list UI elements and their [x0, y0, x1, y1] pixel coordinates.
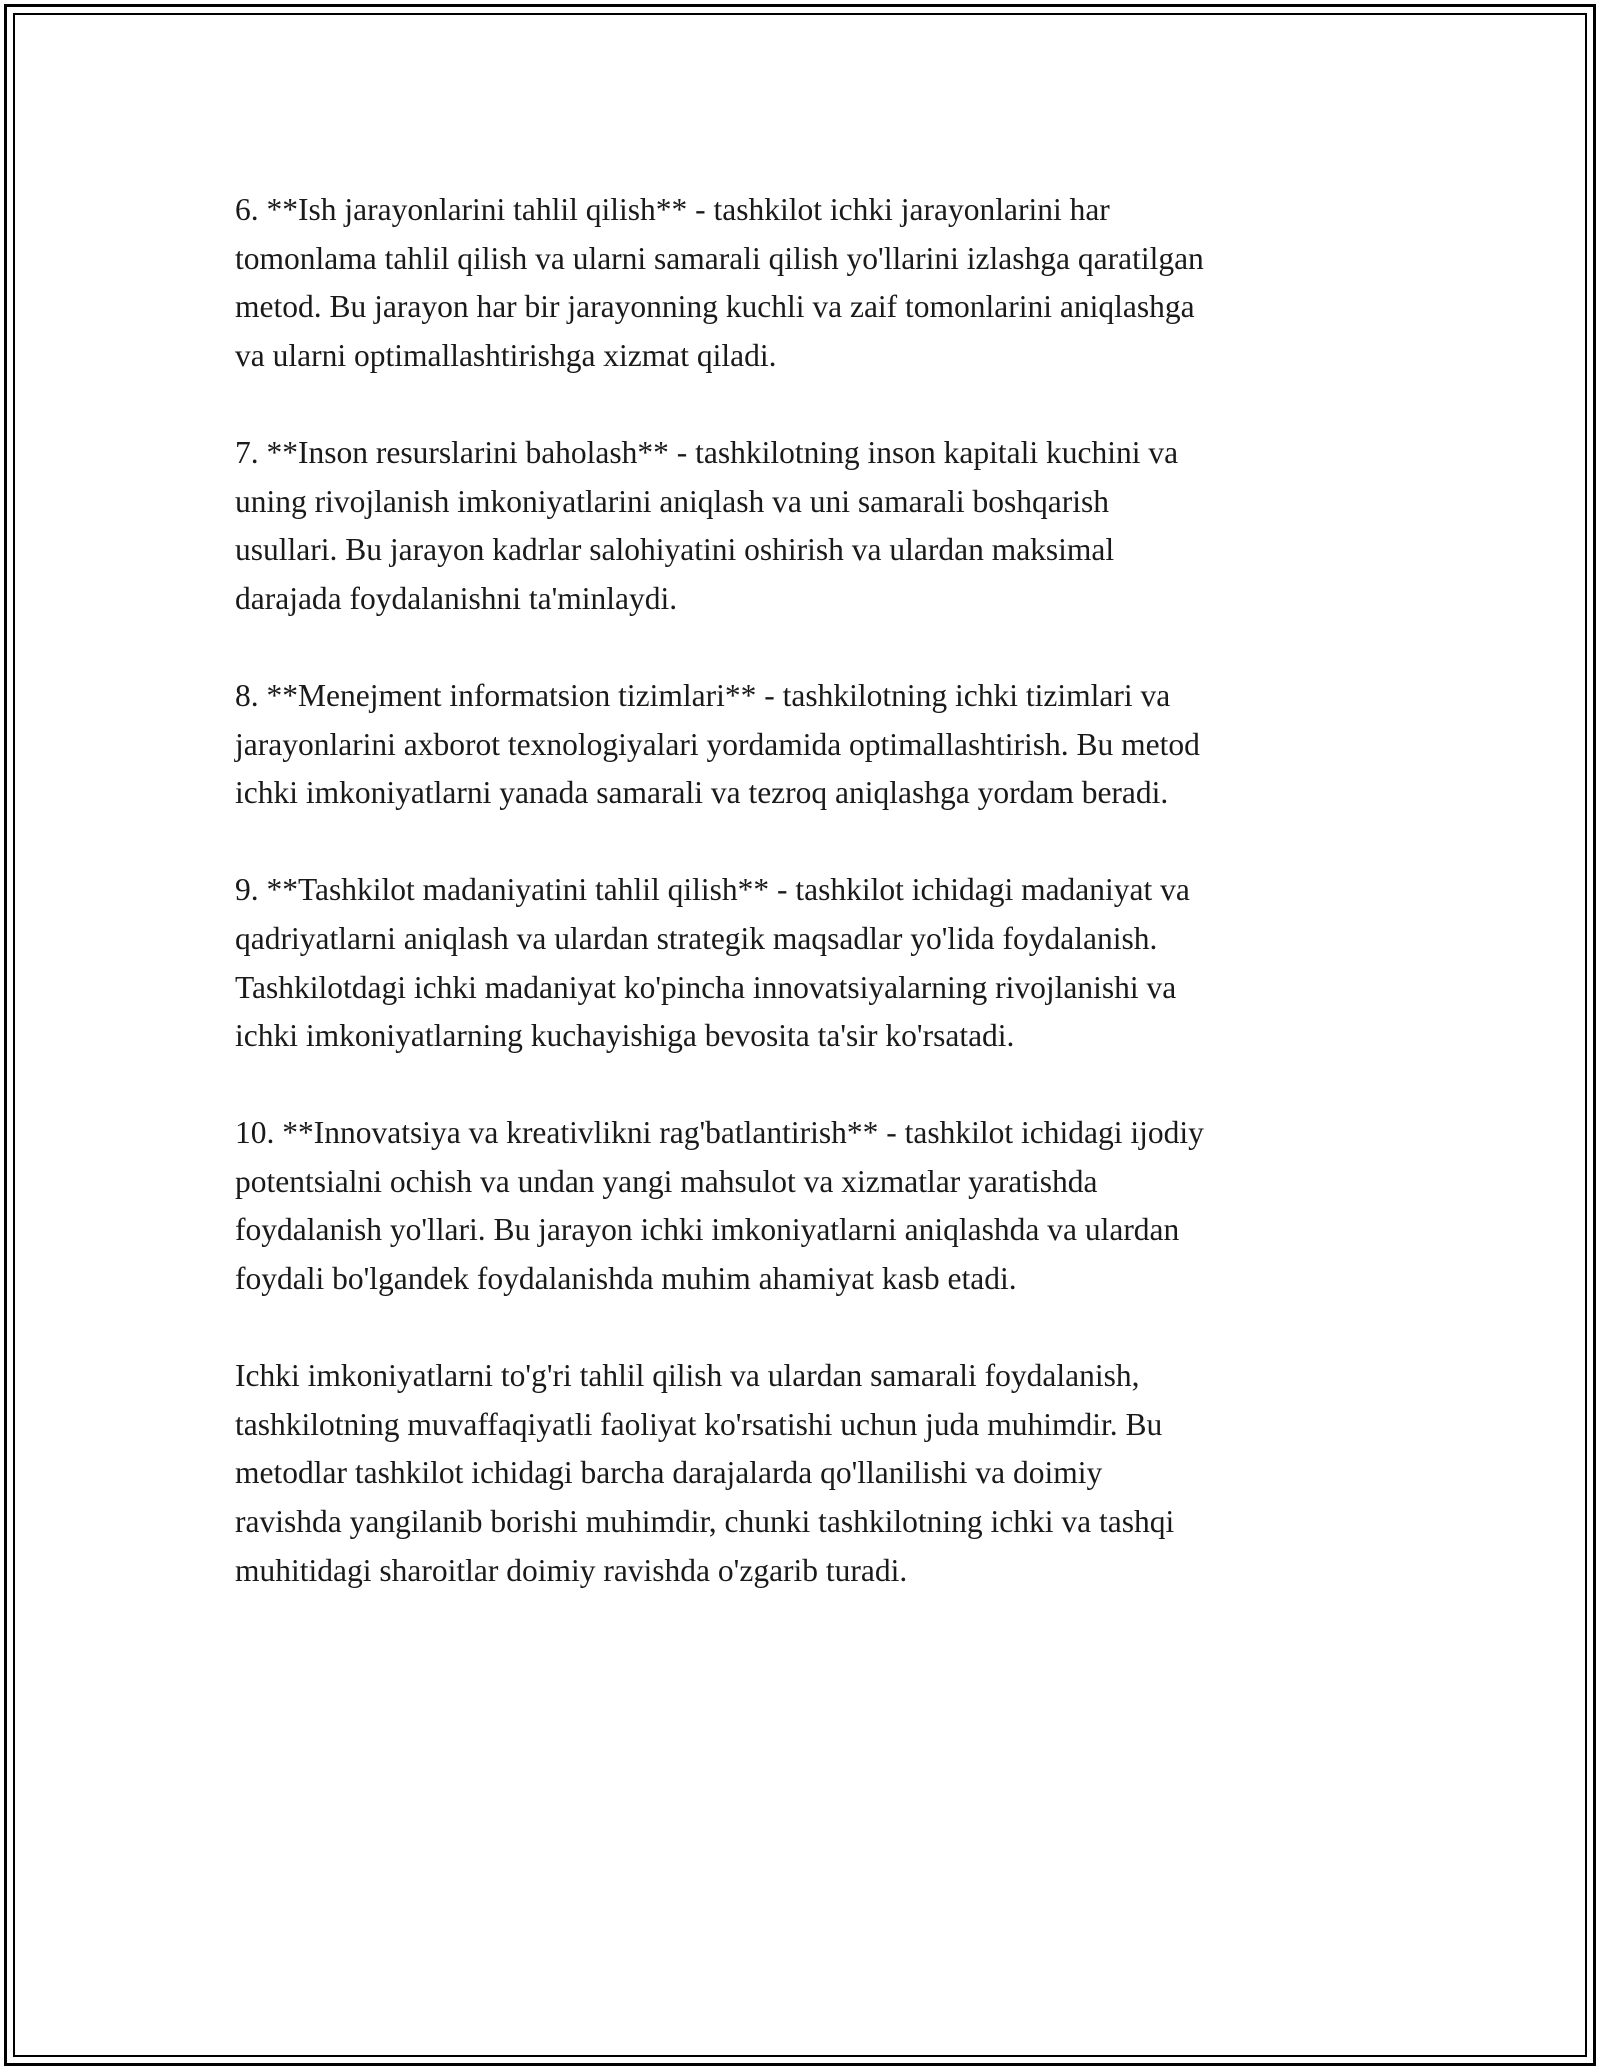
paragraph-line: uning rivojlanish imkoniyatlarini aniqlash va uni samarali boshqarish: [235, 483, 1109, 519]
paragraph-line: metodlar tashkilot ichidagi barcha darajalarda qo'llanilishi va doimiy: [235, 1455, 1103, 1491]
paragraph-line: qadriyatlarni aniqlash va ulardan strategik maqsadlar yo'lida foydalanish.: [235, 920, 1158, 956]
paragraph-line: metod. Bu jarayon har bir jarayonning kuchli va zaif tomonlarini aniqlashga: [235, 289, 1195, 325]
paragraph-line: va ularni optimallashtirishga xizmat qiladi.: [235, 337, 777, 373]
paragraph-line: jarayonlarini axborot texnologiyalari yordamida optimallashtirish. Bu metod: [235, 726, 1200, 762]
paragraph-6: [235, 186, 1385, 380]
paragraph-line: Tashkilotdagi ichki madaniyat ko'pincha innovatsiyalarning rivojlanishi va: [235, 969, 1177, 1005]
paragraph-line: ravishda yangilanib borishi muhimdir, chunki tashkilotning ichki va tashqi: [235, 1504, 1175, 1540]
paragraph-line: 8. **Menejment informatsion tizimlari** - tashkilotning ichki tizimlari va: [235, 677, 1171, 713]
paragraph-line: potentsialni ochish va undan yangi mahsulot va xizmatlar yaratishda: [235, 1163, 1098, 1199]
paragraph-line: darajada foydalanishni ta'minlaydi.: [235, 580, 678, 616]
paragraph-line: foydali bo'lgandek foydalanishda muhim ahamiyat kasb etadi.: [235, 1261, 1017, 1297]
paragraph-7: [235, 429, 1385, 623]
document-body: [235, 186, 1385, 1644]
paragraph-line: foydalanish yo'llari. Bu jarayon ichki imkoniyatlarni aniqlashda va ulardan: [235, 1212, 1180, 1248]
paragraph-line: 6. **Ish jarayonlarini tahlil qilish** - tashkilot ichki jarayonlarini har: [235, 192, 1110, 227]
paragraph-line: usullari. Bu jarayon kadrlar salohiyatini oshirish va ulardan maksimal: [235, 532, 1115, 568]
paragraph-9: [235, 866, 1385, 1060]
paragraph-line: 9. **Tashkilot madaniyatini tahlil qilish** - tashkilot ichidagi madaniyat va: [235, 872, 1190, 908]
paragraph-line: tashkilotning muvaffaqiyatli faoliyat ko'rsatishi uchun juda muhimdir. Bu: [235, 1406, 1163, 1442]
paragraph-line: tomonlama tahlil qilish va ularni samarali qilish yo'llarini izlashga qaratilgan: [235, 240, 1204, 276]
paragraph-line: Ichki imkoniyatlarni to'g'ri tahlil qilish va ulardan samarali foydalanish,: [235, 1358, 1140, 1394]
paragraph-10: [235, 1109, 1385, 1303]
paragraph-line: ichki imkoniyatlarni yanada samarali va tezroq aniqlashga yordam beradi.: [235, 775, 1169, 811]
paragraph-line: ichki imkoniyatlarning kuchayishiga bevosita ta'sir ko'rsatadi.: [235, 1018, 1015, 1054]
paragraph-line: 7. **Inson resurslarini baholash** - tashkilotning inson kapitali kuchini va: [235, 434, 1179, 470]
paragraph-line: 10. **Innovatsiya va kreativlikni rag'batlantirish** - tashkilot ichidagi ijodiy: [235, 1115, 1204, 1151]
paragraph-line: muhitidagi sharoitlar doimiy ravishda o'zgarib turadi.: [235, 1552, 908, 1588]
paragraph-conclusion: [235, 1352, 1385, 1595]
paragraph-8: [235, 672, 1385, 818]
